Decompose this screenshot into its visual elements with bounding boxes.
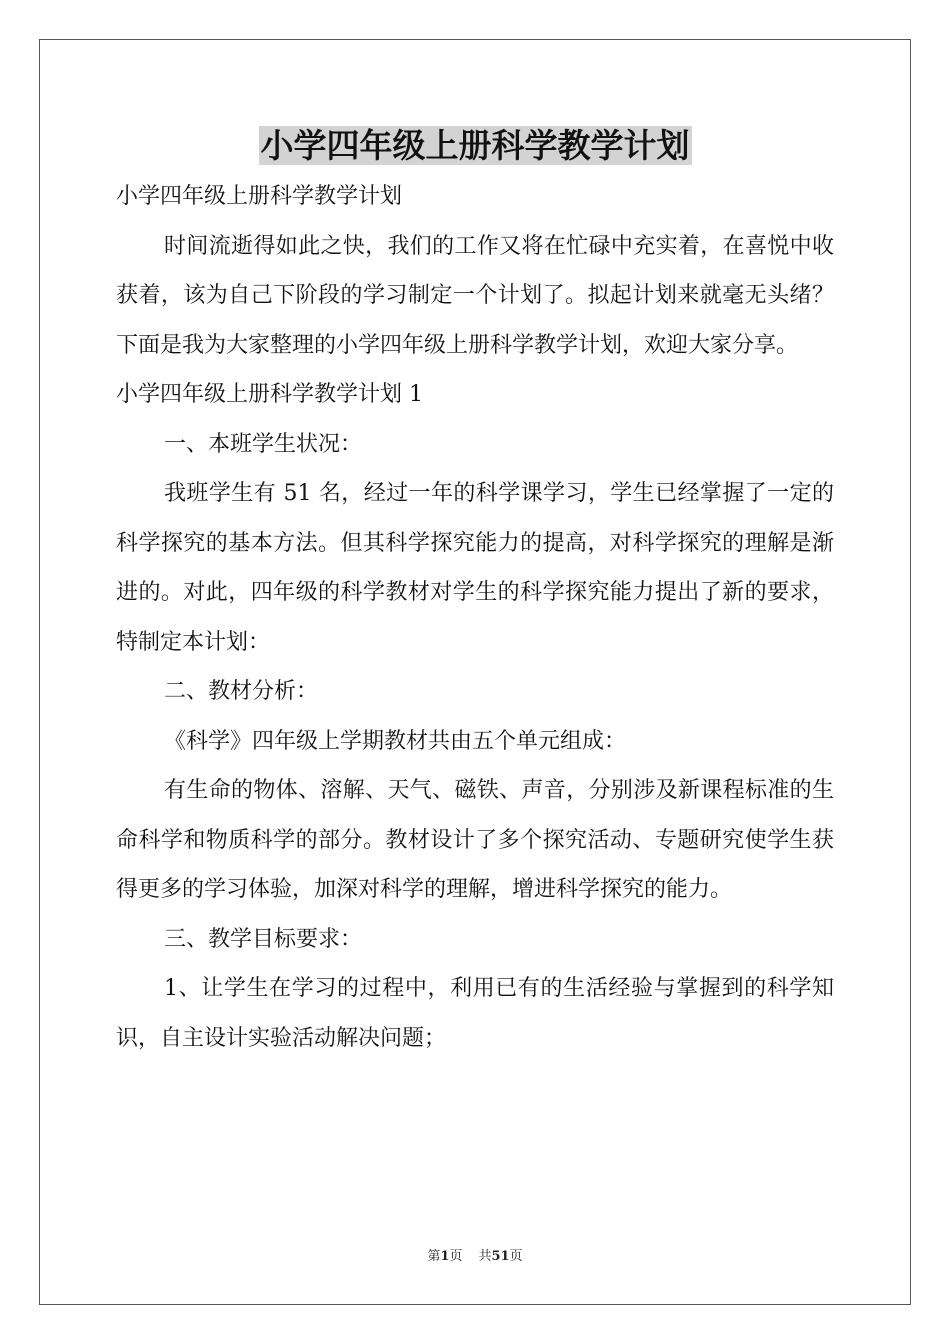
page-number: 1 [440,1249,450,1264]
document-title [0,122,950,170]
paragraph: 有生命的物体、溶解、天气、磁铁、声音，分别涉及新课程标准的生命科学和物质科学的部分。教材设计了多个探究活动、专题研究使学生获得更多的学习体验，加深对科学的理解，增进科学探究的能力。 [116,778,834,902]
paragraph: 1、让学生在学习的过程中，利用已有的生活经验与掌握到的科学知识，自主设计实验活动解决问题； [116,976,834,1051]
paragraph: 时间流逝得如此之快，我们的工作又将在忙碌中充实着，在喜悦中收获着，该为自己下阶段的学习制定一个计划了。拟起计划来就毫无头绪？下面是我为大家整理的小学四年级上册科学教学计划，欢迎大家分享。 [116,233,834,358]
section-heading: 小学四年级上册科学教学计划 1 [116,382,423,407]
paragraph: 二、教材分析： [164,679,319,704]
document-title-text: 小学四年级上册科学教学计划 [260,126,690,165]
page-footer [0,1247,950,1267]
total-suffix: 页 [509,1249,523,1264]
paragraph: 三、教学目标要求： [164,926,363,952]
page-suffix: 页 [449,1249,463,1264]
page-prefix: 第 [427,1249,441,1264]
paragraph: 《科学》四年级上学期教材共由五个单元组成： [164,728,627,754]
total-prefix: 共 [478,1249,492,1264]
paragraph: 一、本班学生状况： [164,431,363,457]
paragraph: 小学四年级上册科学教学计划 [116,184,403,209]
document-body [116,172,834,1063]
paragraph: 我班学生有 51 名，经过一年的科学课学习，学生已经掌握了一定的科学探究的基本方法。但其科学探究能力的提高，对科学探究的理解是渐进的。对此，四年级的科学教材对学生的科学探究能力提出了新的要求，特制定本计划： [116,481,834,655]
total-pages: 51 [491,1249,510,1264]
